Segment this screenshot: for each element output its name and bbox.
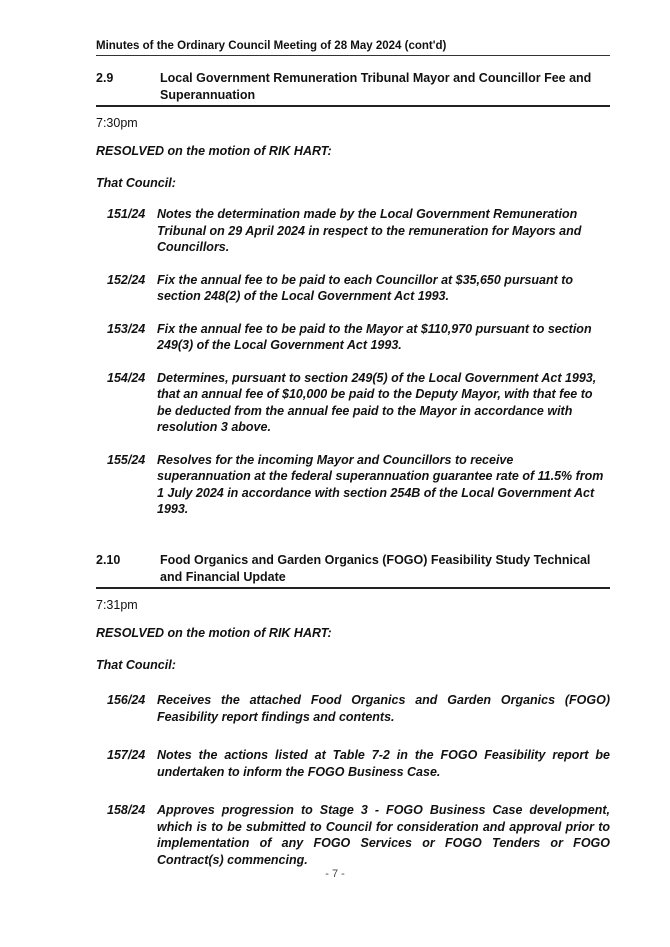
resolution-item [96, 452, 610, 518]
resolution-number: 157/24 [107, 748, 146, 762]
section-time: 7:30pm [96, 116, 138, 130]
resolution-text: Approves progression to Stage 3 - FOGO Business Case development, which is to be submitted to Council for consideration and approval prior to implementation of any FOGO Services or FOGO Tenders or FOGO Contract(s) commencing. [157, 803, 610, 867]
resolution-item [96, 692, 610, 725]
resolution-text: Notes the actions listed at Table 7-2 in the FOGO Feasibility report be undertaken to inform the FOGO Business Case. [157, 748, 610, 779]
resolution-text: Notes the determination made by the Local Government Remuneration Tribunal on 29 April 2024 in respect to the remuneration for Mayors and Councillors. [157, 207, 582, 254]
section-time: 7:31pm [96, 598, 138, 612]
resolution-text: Fix the annual fee to be paid to the Mayor at $110,970 pursuant to section 249(3) of the Local Government Act 1993. [157, 321, 592, 352]
resolution-item [96, 206, 610, 256]
section-title: Local Government Remuneration Tribunal Mayor and Councillor Fee and Superannuation [160, 71, 592, 102]
resolved-line: RESOLVED on the motion of RIK HART: [96, 144, 332, 158]
page-number: - 7 - [325, 868, 345, 880]
page-header: Minutes of the Ordinary Council Meeting of 28 May 2024 (cont'd) [96, 40, 610, 56]
section-2-10 [96, 552, 610, 868]
section-heading [96, 552, 610, 589]
resolution-number: 155/24 [107, 452, 146, 467]
resolution-number: 154/24 [107, 370, 146, 385]
resolution-text: Receives the attached Food Organics and Garden Organics (FOGO) Feasibility report findings and contents. [157, 693, 610, 724]
resolution-number: 158/24 [107, 803, 146, 817]
that-council: That Council: [96, 176, 176, 190]
resolution-text: Fix the annual fee to be paid to each Councillor at $35,650 pursuant to section 248(2) of the Local Government Act 1993. [157, 272, 574, 303]
resolution-text: Determines, pursuant to section 249(5) of the Local Government Act 1993, that an annual fee of $10,000 be paid to the Deputy Mayor, with that fee to be deducted from the annual fee paid to the Mayor in accordance with resolution 3 above. [157, 370, 597, 434]
resolution-number: 156/24 [107, 693, 146, 707]
that-council: That Council: [96, 658, 176, 672]
resolution-number: 151/24 [107, 207, 146, 221]
section-heading [96, 70, 610, 107]
resolution-item [96, 272, 610, 305]
resolution-text: Resolves for the incoming Mayor and Councillors to receive superannuation at the federal superannuation guarantee rate of 11.5% from 1 July 2024 in accordance with section 254B of the Local Government Act 1993. [157, 452, 604, 516]
section-number: 2.10 [96, 553, 121, 567]
resolution-item [96, 321, 610, 354]
section-title: Food Organics and Garden Organics (FOGO) Feasibility Study Technical and Financial Update [160, 553, 591, 584]
section-number: 2.9 [96, 71, 114, 85]
resolution-number: 152/24 [107, 272, 146, 287]
resolved-line: RESOLVED on the motion of RIK HART: [96, 626, 332, 640]
resolution-item [96, 802, 610, 868]
section-2-9 [96, 70, 610, 518]
resolution-number: 153/24 [107, 321, 146, 336]
resolution-item [96, 370, 610, 436]
resolution-item [96, 747, 610, 780]
